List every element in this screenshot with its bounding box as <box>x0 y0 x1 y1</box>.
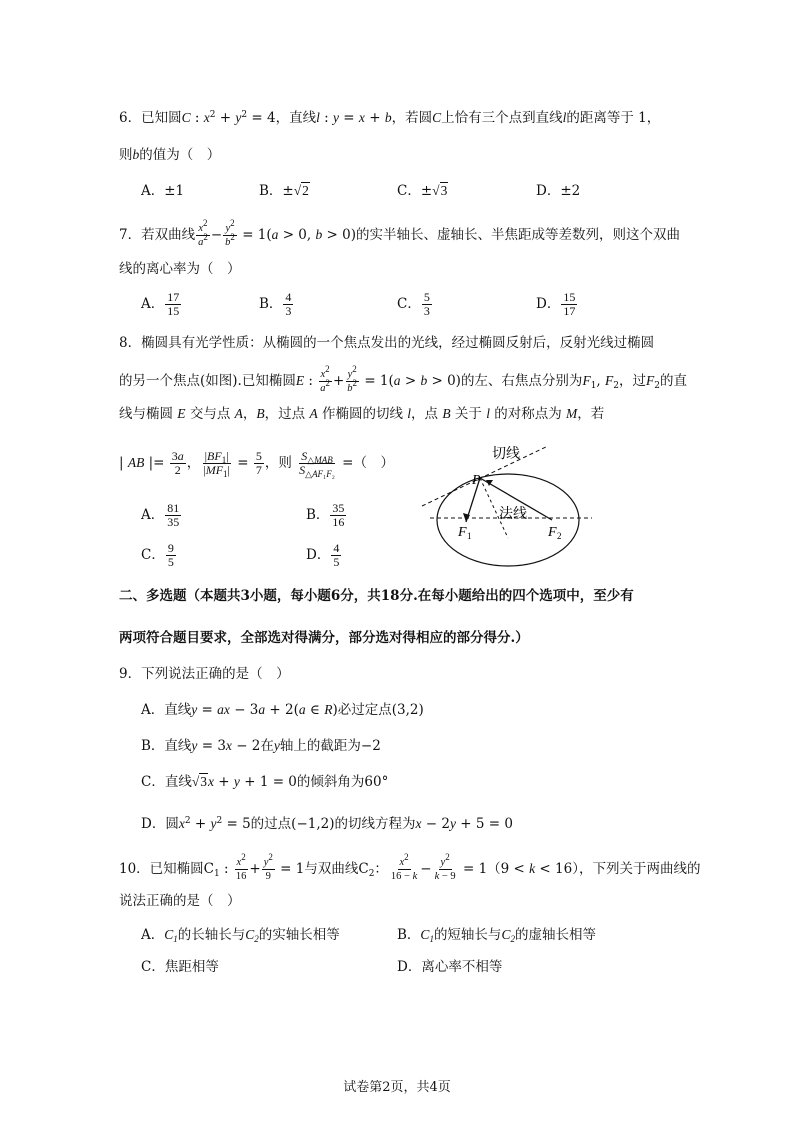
q8-option-d: D． $\frac{4}{5}$ <box>306 541 340 569</box>
q7-option-d: D． $\frac{15}{17}$ <box>536 290 576 318</box>
normal-label: 法线 <box>499 506 527 522</box>
q6-option-a: A．±1 <box>141 183 185 199</box>
tangent-label: 切线 <box>492 446 520 462</box>
q7-option-c: C． $\frac{5}{3}$ <box>397 290 430 318</box>
q8-option-b: B． $\frac{35}{16}$ <box>306 501 345 529</box>
q10-stem-cont: 说法正确的是（ ） <box>119 893 241 909</box>
q8-option-a: A． $\frac{81}{35}$ <box>141 501 180 529</box>
q6-stem: 6．已知圆C : $x^2 + y^2 = 4$，直线l : y = x + b，若圆C上恰有三个点到直线l的距离等于 1， <box>119 110 661 126</box>
q8-line4: | AB |= $\frac{3a}{2}$ ， $\frac{|BF_1|}{|MF_1|}$ = $\frac{5}{7}$ ，则 $\frac{S_{\triangle MAB}}{S_{\triangle AF_1F_2}}$ =（ ） <box>119 449 394 479</box>
q6-option-b: B．±√2 <box>259 183 309 199</box>
section2-heading: 二、多选题（本题共3小题，每小题6分，共18分.在每小题给出的四个选项中，至少有 <box>119 588 634 604</box>
point-p-label: P <box>472 473 481 488</box>
q8-line1: 8．椭圆具有光学性质：从椭圆的一个焦点发出的光线，经过椭圆反射后，反射光线过椭圆 <box>119 335 655 351</box>
page-footer: 试卷第2页，共4页 <box>343 1080 451 1095</box>
q6-stem-cont: 则b的值为（ ） <box>119 147 221 163</box>
q10-option-d: D．离心率不相等 <box>397 959 503 975</box>
q6-option-c: C．±√3 <box>397 183 448 199</box>
q9-stem: 9．下列说法正确的是（ ） <box>119 666 290 682</box>
section2-heading-cont: 两项符合题目要求，全部选对得满分，部分选对得相应的部分得分.） <box>119 630 529 646</box>
q7-option-b: B． $\frac{4}{3}$ <box>259 290 292 318</box>
q10-option-c: C．焦距相等 <box>141 959 219 975</box>
q8-line3: 线与椭圆 E 交与点 A，B，过点 A 作椭圆的切线 l，点 B 关于 l 的对称点为 M，若 <box>119 406 605 422</box>
q9-option-c: C．直线√3x + y + 1 = 0的倾斜角为60° <box>141 774 389 790</box>
q7-stem: 7．若双曲线 $\frac{x^2}{a^2}$ − $\frac{y^2}{b^2}$ = 1(a > 0, b > 0)的实半轴长、虚轴长、半焦距成等差数列，则这个双曲 <box>119 218 680 248</box>
q9-option-b: B．直线y = 3x − 2在y轴上的截距为−2 <box>141 738 381 754</box>
ellipse-optics-figure <box>420 438 600 570</box>
point-f1-label: F <box>458 525 467 540</box>
q7-option-a: A． $\frac{17}{15}$ <box>141 290 180 318</box>
q9-option-a: A．直线y = ax − 3a + 2(a ∈ R)必过定点(3,2) <box>141 702 424 718</box>
q8-line2: 的另一个焦点(如图).已知椭圆E : $\frac{x^2}{a^2}$ + $\frac{y^2}{b^2}$ = 1(a > b > 0)的左、右焦点分别为$F_1$, $F_2$，过$F_2$的直 <box>119 364 687 394</box>
q9-option-d: D．圆$x^2 + y^2 = 5$的过点(−1,2)的切线方程为x − 2y + 5 = 0 <box>141 816 513 832</box>
q6-option-d: D．±2 <box>536 183 581 199</box>
q7-stem-cont: 线的离心率为（ ） <box>119 261 241 277</box>
point-f2-subscript: 2 <box>557 531 562 541</box>
q10-stem: 10．已知椭圆$C_1$ : $\frac{x^2}{16}$ + $\frac{y^2}{9}$ = 1与双曲线$C_2$： $\frac{x^2}{16 - k}$ − $\frac{y^2}{k - 9}$ = 1（9 < k < 16），下列关于两曲线的 <box>119 852 701 882</box>
q10-option-b: B．$C_1$的短轴长与$C_2$的虚轴长相等 <box>397 927 596 944</box>
point-f1-subscript: 1 <box>467 531 472 541</box>
point-f2-label: F <box>548 525 557 540</box>
q10-option-a: A．$C_1$的长轴长与$C_2$的实轴长相等 <box>141 927 340 944</box>
q8-option-c: C． $\frac{9}{5}$ <box>141 541 174 569</box>
